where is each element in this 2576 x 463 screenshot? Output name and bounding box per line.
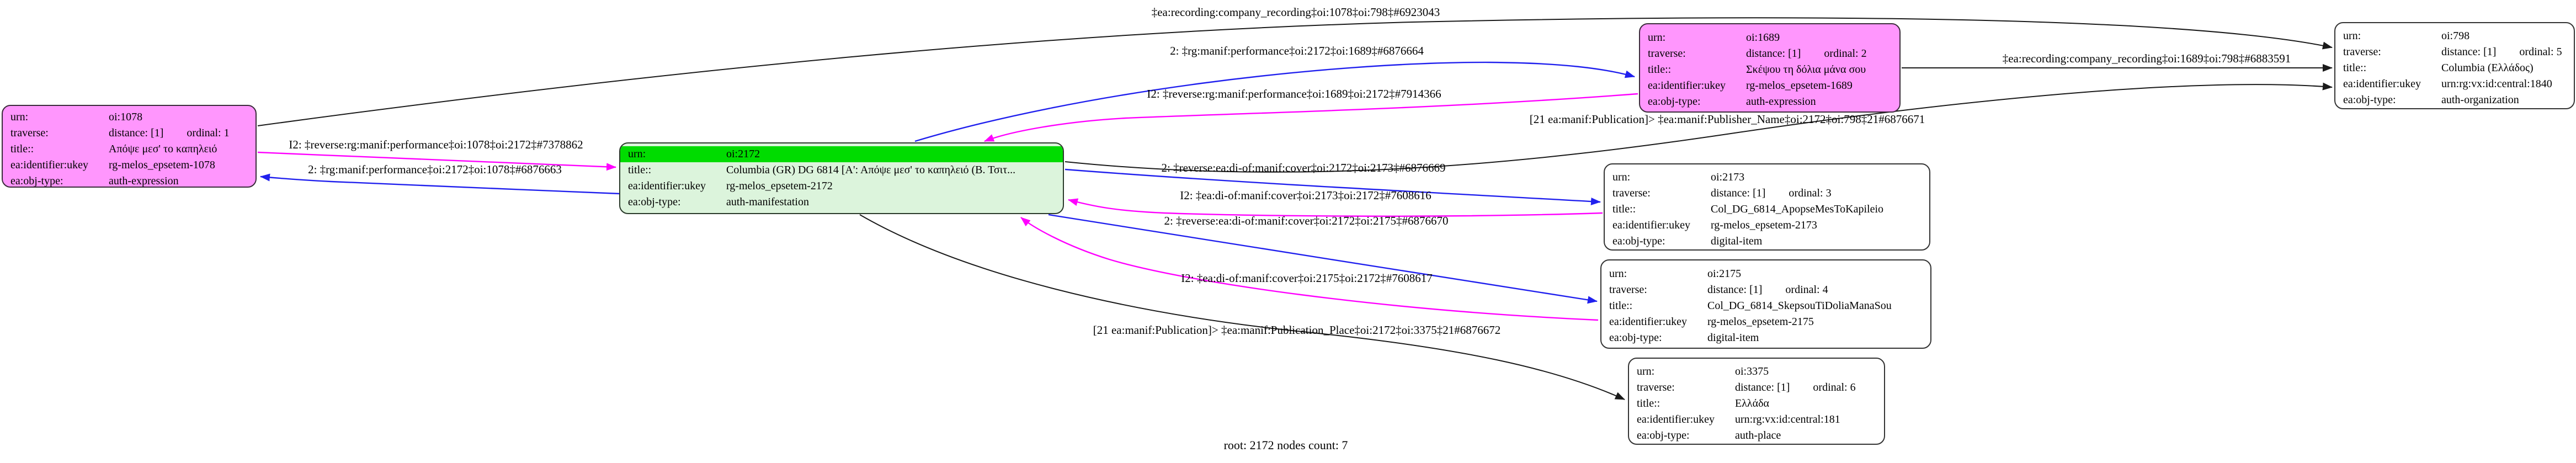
field-key: ea:identifier:ukey [1648,79,1726,92]
edge-label-performance-2172-1078: 2: ‡rg:manif:performance‡oi:2172‡oi:1078‡#6876663 [308,163,562,176]
field-value: oi:798 [2441,30,2470,42]
field-ukey [1605,217,1929,233]
field-traverse [1629,380,1884,396]
distance: distance: [1] [1707,284,1763,296]
field-key: ea:identifier:ukey [1609,316,1688,328]
field-key: ea:obj-type: [2343,94,2396,106]
field-title [1601,298,1930,314]
field-key: ea:identifier:ukey [628,180,706,192]
field-key: urn: [1637,365,1655,377]
field-ukey [1601,314,1930,330]
field-value [1746,46,1892,62]
field-key: traverse: [1637,381,1675,393]
field-value: Columbia (GR) DG 6814 [Α': Απόψε μεσ' το καπηλειό (Β. Τσιτ... [726,164,1016,176]
field-key: urn: [10,111,29,123]
field-value [1735,380,1876,396]
field-key: urn: [1609,268,1627,280]
distance: distance: [1] [1735,381,1790,393]
field-value: digital-item [1711,235,1763,247]
field-key: ea:obj-type: [1637,429,1690,441]
field-value: oi:2172 [726,148,760,160]
field-key: ea:identifier:ukey [10,159,89,171]
field-key: traverse: [1609,284,1647,296]
field-value: digital-item [1707,332,1759,344]
field-ukey [3,157,256,173]
field-key: ea:identifier:ukey [1612,219,1691,231]
field-key: ea:obj-type: [1612,235,1665,247]
field-objtype [3,173,256,188]
node-oi-2173[interactable] [1604,163,1930,251]
field-key: title:: [628,164,652,176]
field-value: urn:rg:vx:id:central:1840 [2441,78,2552,90]
edge-performance-2172-1078 [260,177,620,194]
field-key: title:: [1637,397,1660,409]
field-key: ea:obj-type: [1609,332,1662,344]
field-key: traverse: [10,127,49,139]
field-title [1640,62,1899,78]
field-value: auth-expression [1746,95,1816,108]
field-value: Col_DG_6814_ApopseMesToKapileio [1711,203,1884,215]
ordinal: ordinal: 4 [1785,284,1828,296]
ordinal: ordinal: 3 [1789,187,1832,199]
edge-cover-2175-2172 [1021,217,1598,320]
node-oi-798[interactable] [2334,22,2575,109]
node-oi-3375[interactable] [1628,358,1885,445]
field-key: ea:obj-type: [10,175,63,187]
field-traverse [3,125,256,141]
field-value: rg-melos_epsetem-2175 [1707,316,1814,328]
field-value [2441,44,2566,60]
field-urn-highlighted [620,146,1063,162]
field-objtype [2335,92,2574,108]
field-key: urn: [628,148,646,160]
field-key: title:: [1609,300,1633,312]
field-key: ea:obj-type: [1648,95,1701,108]
field-urn [1629,364,1884,380]
field-value [1707,282,1923,298]
field-objtype [1640,94,1899,110]
field-value: Απόψε μεσ' το καπηλειό [109,143,217,155]
field-value: Col_DG_6814_SkepsouTiDoliaManaSou [1707,300,1892,312]
field-value: Ελλάδα [1735,397,1769,409]
node-oi-2172-root[interactable] [619,142,1064,214]
field-ukey [1640,78,1899,94]
field-value: oi:2173 [1711,171,1745,183]
field-urn [1601,266,1930,282]
field-key: title:: [1612,203,1636,215]
distance: distance: [1] [2441,46,2497,58]
ordinal: ordinal: 2 [1824,47,1867,60]
field-title [3,141,256,157]
edge-label-publisher-name-2172-798: [21 ea:manif:Publication]> ‡ea:manif:Publisher_Name‡oi:2172‡oi:798‡21#6876671 [1529,113,1925,126]
field-ukey [2335,76,2574,92]
field-traverse [2335,44,2574,60]
field-traverse [1605,185,1929,201]
edge-label-reverse-performance-1689-2172: I2: ‡reverse:rg:manif:performance‡oi:1689‡oi:2172‡#7914366 [1147,87,1441,100]
field-key: ea:obj-type: [628,196,681,208]
field-key: traverse: [1648,47,1686,60]
node-oi-2175[interactable] [1600,259,1931,349]
field-value: urn:rg:vx:id:central:181 [1735,413,1840,425]
field-key: ea:identifier:ukey [1637,413,1715,425]
ordinal: ordinal: 1 [187,127,230,139]
field-key: ea:identifier:ukey [2343,78,2421,90]
edge-label-cover-2175-2172: I2: ‡ea:di-of:manif:cover‡oi:2175‡oi:2172‡#7608617 [1181,272,1433,285]
field-traverse [1601,282,1930,298]
field-value: oi:1689 [1746,31,1780,44]
node-oi-1078[interactable] [2,105,257,188]
edge-label-reverse-performance-1078-2172: I2: ‡reverse:rg:manif:performance‡oi:1078‡oi:2172‡#7378862 [289,138,583,151]
node-oi-1689[interactable] [1639,23,1901,113]
field-value: rg-melos_epsetem-1078 [109,159,215,171]
edge-publication-place-2172-3375 [860,215,1625,400]
edge-label-publication-place-2172-3375: [21 ea:manif:Publication]> ‡ea:manif:Publication_Place‡oi:2172‡oi:3375‡21#6876672 [1093,323,1501,337]
field-value: auth-expression [109,175,179,187]
field-value: Σκέψου τη δόλια μάνα σου [1746,63,1866,76]
field-title [620,162,1063,178]
field-title [2335,60,2574,76]
field-value: auth-organization [2441,94,2519,106]
field-traverse [1640,46,1899,62]
field-key: title:: [1648,63,1672,76]
distance: distance: [1] [1746,47,1801,60]
field-key: traverse: [2343,46,2381,58]
field-urn [2335,28,2574,44]
field-value [1711,185,1922,201]
field-value: rg-melos_epsetem-2172 [726,180,833,192]
edge-label-performance-2172-1689: 2: ‡rg:manif:performance‡oi:2172‡oi:1689‡#6876664 [1170,44,1424,57]
field-value: rg-melos_epsetem-2173 [1711,219,1817,231]
field-ukey [620,178,1063,194]
field-key: urn: [1648,31,1666,44]
field-value: oi:3375 [1735,365,1769,377]
root-count-label: root: 2172 nodes count: 7 [1223,438,1348,452]
edge-label-company-recording-1689-798: ‡ea:recording:company_recording‡oi:1689‡oi:798‡#6883591 [2002,52,2291,65]
edge-label-reverse-cover-2172-2173: 2: ‡reverse:ea:di-of:manif:cover‡oi:2172‡oi:2173‡#6876669 [1161,161,1446,174]
field-key: title:: [10,143,34,155]
field-urn [1640,30,1899,46]
field-urn [1605,169,1929,185]
field-key: title:: [2343,62,2367,74]
field-value: rg-melos_epsetem-1689 [1746,79,1853,92]
field-value: oi:2175 [1707,268,1742,280]
distance: distance: [1] [109,127,164,139]
field-title [1605,201,1929,217]
field-value: oi:1078 [109,111,143,123]
edge-label-cover-2173-2172: I2: ‡ea:di-of:manif:cover‡oi:2173‡oi:2172‡#7608616 [1180,189,1431,202]
distance: distance: [1] [1711,187,1766,199]
field-value: auth-place [1735,429,1781,441]
field-title [1629,396,1884,412]
field-value: Columbia (Ελλάδος) [2441,62,2534,74]
field-key: urn: [1612,171,1631,183]
ordinal: ordinal: 6 [1813,381,1856,393]
field-value [109,125,248,141]
field-objtype [620,194,1063,210]
edge-label-company-recording-1078-798: ‡ea:recording:company_recording‡oi:1078‡oi:798‡#6923043 [1151,6,1440,19]
field-key: urn: [2343,30,2361,42]
ordinal: ordinal: 5 [2519,46,2562,58]
edge-company-recording-1078-798 [258,18,2332,126]
field-objtype [1629,428,1884,444]
field-urn [3,109,256,125]
edge-label-reverse-cover-2172-2175: 2: ‡reverse:ea:di-of:manif:cover‡oi:2172‡oi:2175‡#6876670 [1164,214,1449,227]
field-objtype [1601,330,1930,346]
field-key: traverse: [1612,187,1651,199]
field-value: auth-manifestation [726,196,809,208]
field-objtype [1605,233,1929,249]
field-ukey [1629,412,1884,428]
